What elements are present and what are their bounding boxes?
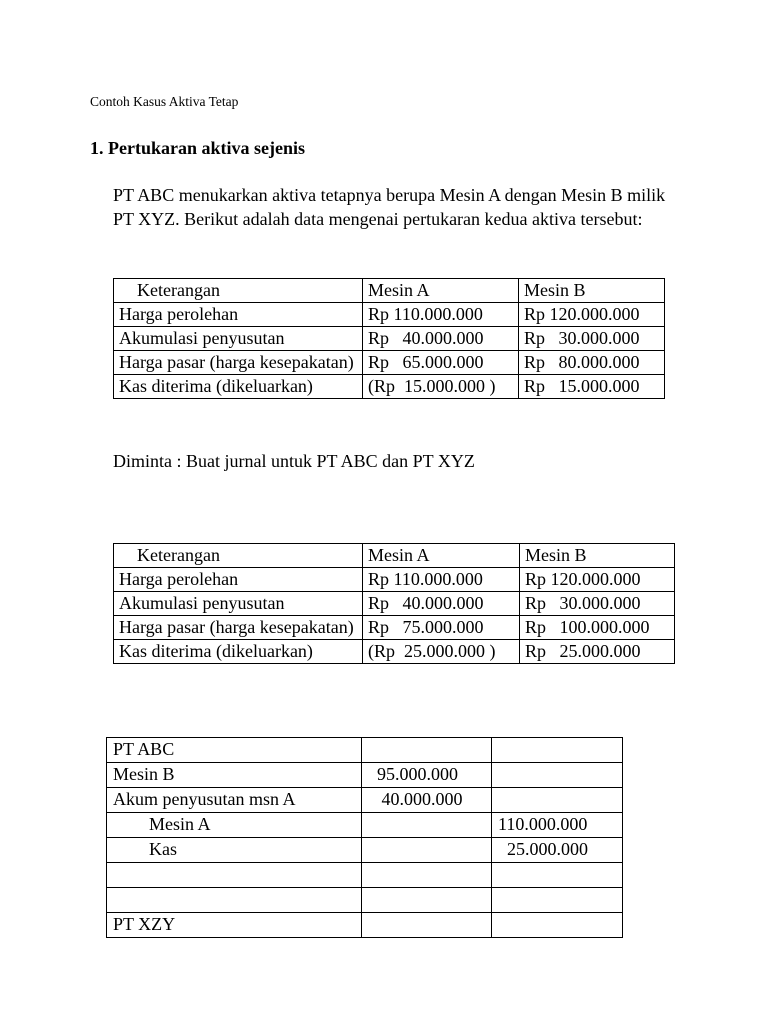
table-cell: Rp 120.000.000 [520,568,675,592]
journal-account-cell: Mesin B [107,763,362,788]
table-cell: (Rp 15.000.000 ) [363,375,519,399]
journal-account-cell: Mesin A [107,813,362,838]
exchange-data-table-2 [113,543,675,664]
table-row [107,738,623,763]
intro-paragraph: PT ABC menukarkan aktiva tetapnya berupa Mesin A dengan Mesin B milik PT XYZ. Berikut adalah data mengenai pertukaran kedua aktiva tersebut: [113,185,666,229]
table-row [107,913,623,938]
table-row [114,303,665,327]
table-cell: Rp 30.000.000 [520,592,675,616]
table-row [107,863,623,888]
table-row [107,813,623,838]
table-cell: Rp 100.000.000 [520,616,675,640]
table-cell: Kas diterima (dikeluarkan) [114,640,363,664]
table-row [114,592,675,616]
table-cell: Harga perolehan [114,568,363,592]
journal-account-cell: PT XZY [107,913,362,938]
table-header-row [114,544,675,568]
journal-debit-cell: 40.000.000 [362,788,492,813]
table-cell: (Rp 25.000.000 ) [363,640,520,664]
journal-debit-cell [362,813,492,838]
section-heading: 1. Pertukaran aktiva sejenis [90,138,305,158]
table-row [114,640,675,664]
header-cell: Keterangan [114,544,363,568]
journal-debit-cell: 95.000.000 [362,763,492,788]
table-cell: Harga pasar (harga kesepakatan) [114,616,363,640]
header-cell: Mesin A [363,279,519,303]
journal-debit-cell [362,863,492,888]
table-cell: Rp 40.000.000 [363,327,519,351]
journal-account-cell [107,888,362,913]
table-cell: Rp 110.000.000 [363,568,520,592]
table-cell: Rp 75.000.000 [363,616,520,640]
journal-credit-cell [492,738,623,763]
table-cell: Rp 40.000.000 [363,592,520,616]
journal-debit-cell [362,838,492,863]
journal-credit-cell [492,788,623,813]
table-cell: Kas diterima (dikeluarkan) [114,375,363,399]
journal-account-cell [107,863,362,888]
journal-credit-cell: 110.000.000 [492,813,623,838]
table-cell: Akumulasi penyusutan [114,592,363,616]
journal-credit-cell [492,863,623,888]
table-cell: Rp 65.000.000 [363,351,519,375]
journal-credit-cell [492,888,623,913]
table-cell: Harga perolehan [114,303,363,327]
table-row [107,788,623,813]
table-row [114,616,675,640]
header-cell: Keterangan [114,279,363,303]
journal-credit-cell: 25.000.000 [492,838,623,863]
table-row [107,838,623,863]
table-cell: Rp 25.000.000 [520,640,675,664]
header-cell: Mesin B [519,279,665,303]
table-cell: Rp 110.000.000 [363,303,519,327]
header-cell: Mesin B [520,544,675,568]
table-cell: Rp 15.000.000 [519,375,665,399]
journal-table [106,737,623,938]
table-row [114,327,665,351]
journal-credit-cell [492,913,623,938]
exchange-data-table-1 [113,278,665,399]
journal-account-cell: PT ABC [107,738,362,763]
journal-account-cell: Akum penyusutan msn A [107,788,362,813]
table-row [107,888,623,913]
table-cell: Rp 30.000.000 [519,327,665,351]
journal-debit-cell [362,913,492,938]
journal-credit-cell [492,763,623,788]
table-row [114,375,665,399]
journal-account-cell: Kas [107,838,362,863]
header-cell: Mesin A [363,544,520,568]
table-row [114,568,675,592]
table-row [114,351,665,375]
request-text: Diminta : Buat jurnal untuk PT ABC dan PT XYZ [113,451,475,471]
table-row [107,763,623,788]
document-title: Contoh Kasus Aktiva Tetap [90,94,239,109]
journal-debit-cell [362,888,492,913]
table-cell: Akumulasi penyusutan [114,327,363,351]
table-header-row [114,279,665,303]
journal-debit-cell [362,738,492,763]
table-cell: Harga pasar (harga kesepakatan) [114,351,363,375]
table-cell: Rp 120.000.000 [519,303,665,327]
table-cell: Rp 80.000.000 [519,351,665,375]
